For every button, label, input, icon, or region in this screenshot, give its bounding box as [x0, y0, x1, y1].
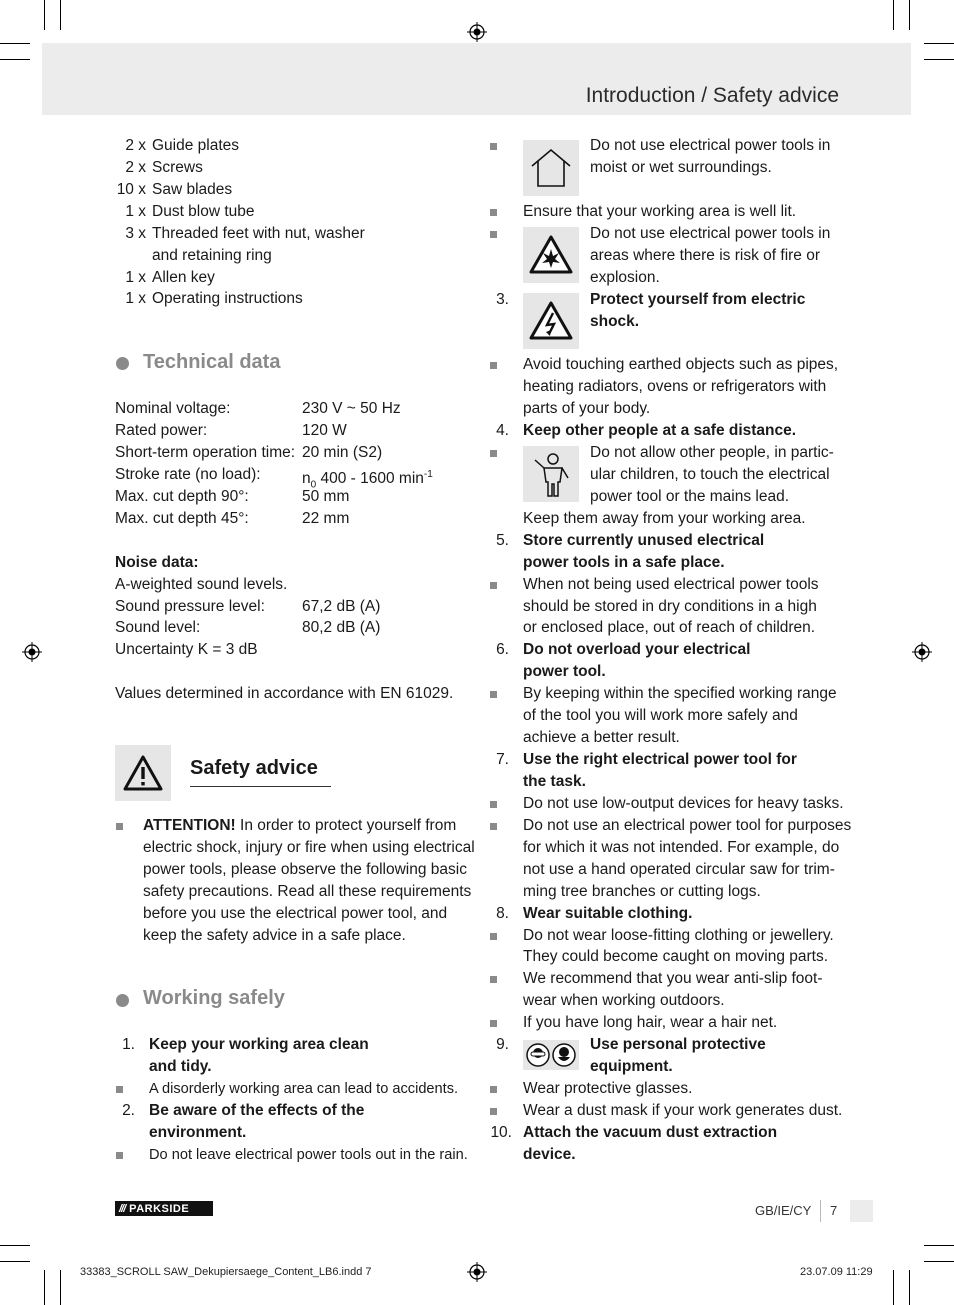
- explosion-icon-box: [523, 227, 579, 283]
- list-item: Guide plates: [152, 137, 240, 154]
- crop-mark: [893, 1270, 894, 1305]
- working-safely-heading: Working safely: [143, 987, 285, 1009]
- list-bullet: [490, 143, 497, 150]
- crop-mark: [924, 43, 954, 44]
- list-qty: 10 x: [116, 181, 146, 198]
- list-qty: 2 x: [125, 159, 146, 176]
- list-bullet: [490, 1108, 497, 1115]
- list-bullet: [490, 209, 497, 216]
- rule-text: When not being used electrical power tools: [523, 576, 819, 593]
- spec-label: Sound level:: [115, 619, 201, 636]
- rule-text: should be stored in dry conditions in a high: [523, 598, 817, 615]
- house-icon-box: [523, 140, 579, 196]
- rule-text: areas where there is risk of fire or: [590, 247, 821, 264]
- house-icon: [529, 146, 573, 190]
- spec-value-sub: 0: [310, 479, 317, 491]
- spec-label: Max. cut depth 90°:: [115, 488, 249, 505]
- list-bullet: [490, 1020, 497, 1027]
- ppe-icon-box: [523, 1040, 579, 1070]
- footer-divider: [820, 1200, 821, 1222]
- crop-mark: [60, 0, 61, 30]
- rule-text: Do not use an electrical power tool for purposes: [523, 817, 852, 834]
- list-bullet: [490, 1086, 497, 1093]
- attention-text: power tools, please observe the following basic: [143, 861, 467, 878]
- rule-text: ular children, to touch the electrical: [590, 466, 830, 483]
- rule-heading: environment.: [149, 1124, 247, 1141]
- rule-heading: device.: [523, 1146, 576, 1163]
- item-number: 3.: [496, 291, 509, 308]
- safety-advice-heading: Safety advice: [190, 757, 318, 779]
- children-icon-box: [523, 446, 579, 502]
- attention-text: before you use the electrical power tool, and: [143, 905, 448, 922]
- spec-value: 230 V ~ 50 Hz: [302, 400, 401, 417]
- warning-triangle-icon: [122, 754, 164, 792]
- child-icon: [529, 450, 573, 498]
- list-qty: 1 x: [125, 290, 146, 307]
- footer-date: 23.07.09 11:29: [800, 1266, 873, 1278]
- item-number: 2.: [122, 1102, 135, 1119]
- item-number: 6.: [496, 641, 509, 658]
- item-number: 8.: [496, 905, 509, 922]
- rule-heading: Store currently unused electrical: [523, 532, 765, 549]
- rule-heading: and tidy.: [149, 1058, 212, 1075]
- rule-text: heating radiators, ovens or refrigerators with: [523, 378, 827, 395]
- page-title: Introduction / Safety advice: [585, 84, 839, 107]
- spec-value: 50 mm: [302, 488, 350, 505]
- goggles-icon: [526, 1043, 550, 1067]
- rule-text: for which it was not intended. For example, do: [523, 839, 840, 856]
- list-item: Operating instructions: [152, 290, 303, 307]
- rule-heading: power tool.: [523, 663, 606, 680]
- shock-icon-box: [523, 293, 579, 349]
- spec-value: 20 min (S2): [302, 444, 383, 461]
- registration-mark-icon: [912, 642, 932, 662]
- list-item: Threaded feet with nut, washer: [152, 225, 365, 242]
- crop-mark: [0, 1245, 30, 1246]
- item-number: 5.: [496, 532, 509, 549]
- section-bullet: [116, 357, 129, 370]
- spec-label: Nominal voltage:: [115, 400, 231, 417]
- rule-heading: Do not overload your electrical: [523, 641, 751, 658]
- spec-value-pre: n: [302, 470, 311, 488]
- rule-heading: Keep other people at a safe distance.: [523, 422, 797, 439]
- registration-mark-icon: [467, 22, 487, 42]
- list-bullet: [490, 801, 497, 808]
- spec-value-main: 400 - 1600 min: [316, 470, 424, 488]
- rule-heading: the task.: [523, 773, 586, 790]
- list-item: Dust blow tube: [152, 203, 255, 220]
- rule-text: Do not allow other people, in partic-: [590, 444, 834, 461]
- rule-text: or enclosed place, out of reach of children.: [523, 619, 816, 636]
- item-number: 10.: [490, 1124, 512, 1141]
- footer-tab: [850, 1200, 873, 1222]
- rule-heading: Wear suitable clothing.: [523, 905, 693, 922]
- attention-text: electric shock, injury or fire when using electrical: [143, 839, 475, 856]
- crop-mark: [909, 0, 910, 30]
- spec-label: Short-term operation time:: [115, 444, 296, 461]
- item-number: 7.: [496, 751, 509, 768]
- list-item: Allen key: [152, 269, 215, 286]
- crop-mark: [893, 0, 894, 30]
- spec-value-sup: -1: [423, 469, 433, 480]
- rule-text: explosion.: [590, 269, 660, 286]
- spec-label: Max. cut depth 45°:: [115, 510, 249, 527]
- rule-heading: Use the right electrical power tool for: [523, 751, 797, 768]
- spec-value: 80,2 dB (A): [302, 619, 381, 636]
- crop-mark: [44, 0, 45, 30]
- explosion-warning-icon: [529, 235, 573, 275]
- list-bullet: [490, 582, 497, 589]
- list-bullet: [490, 976, 497, 983]
- list-bullet: [116, 1152, 123, 1159]
- rule-text: By keeping within the specified working range: [523, 685, 837, 702]
- list-bullet: [490, 823, 497, 830]
- crop-mark: [0, 1261, 30, 1262]
- warning-icon-box: [115, 745, 171, 801]
- spec-value: 120 W: [302, 422, 347, 439]
- rule-heading: shock.: [590, 313, 640, 330]
- rule-text: achieve a better result.: [523, 729, 680, 746]
- values-note: Values determined in accordance with EN 61029.: [115, 685, 454, 702]
- list-bullet: [490, 691, 497, 698]
- list-qty: 2 x: [125, 137, 146, 154]
- rule-text: We recommend that you wear anti-slip foot-: [523, 970, 823, 987]
- rule-text: A disorderly working area can lead to accidents.: [149, 1081, 459, 1097]
- rule-text: not use a hand operated circular saw for trim-: [523, 861, 835, 878]
- rule-text: Wear a dust mask if your work generates dust.: [523, 1102, 843, 1119]
- spec-label: Sound pressure level:: [115, 598, 265, 615]
- rule-heading: Keep your working area clean: [149, 1036, 369, 1053]
- rule-text: Ensure that your working area is well lit.: [523, 203, 797, 220]
- rule-text: power tool or the mains lead.: [590, 488, 790, 505]
- crop-mark: [0, 43, 30, 44]
- rule-text: ming tree branches or cutting logs.: [523, 883, 761, 900]
- crop-mark: [909, 1270, 910, 1305]
- attention-paragraph: [143, 815, 456, 837]
- list-qty: 1 x: [125, 203, 146, 220]
- rule-text: Do not use low-output devices for heavy tasks.: [523, 795, 844, 812]
- attention-label: ATTENTION!: [143, 817, 236, 834]
- rule-text: Keep them away from your working area.: [523, 510, 806, 527]
- rule-text: moist or wet surroundings.: [590, 159, 772, 176]
- attention-text: keep the safety advice in a safe place.: [143, 927, 406, 944]
- rule-heading: Use personal protective: [590, 1036, 766, 1053]
- rule-text: Do not use electrical power tools in: [590, 225, 831, 242]
- rule-text: They could become caught on moving parts.: [523, 948, 829, 965]
- list-item: Saw blades: [152, 181, 233, 198]
- brand-logo: [115, 1201, 213, 1216]
- list-item: and retaining ring: [152, 247, 272, 264]
- rule-text: If you have long hair, wear a hair net.: [523, 1014, 778, 1031]
- rule-text: Do not use electrical power tools in: [590, 137, 831, 154]
- page-number: 7: [830, 1203, 838, 1218]
- crop-mark: [44, 1270, 45, 1305]
- spec-label: Rated power:: [115, 422, 208, 439]
- footer-filename: 33383_SCROLL SAW_Dekupiersaege_Content_LB6.indd 7: [80, 1266, 372, 1278]
- section-bullet: [116, 994, 129, 1007]
- rule-text: Do not leave electrical power tools out in the rain.: [149, 1147, 468, 1163]
- list-bullet: [490, 450, 497, 457]
- uncertainty: Uncertainty K = 3 dB: [115, 641, 258, 658]
- list-qty: 1 x: [125, 269, 146, 286]
- crop-mark: [924, 1261, 954, 1262]
- rule-text: parts of your body.: [523, 400, 651, 417]
- spec-value: 67,2 dB (A): [302, 598, 381, 615]
- dust-mask-icon: [552, 1043, 576, 1067]
- registration-mark-icon: [22, 642, 42, 662]
- crop-mark: [924, 59, 954, 60]
- list-item: Screws: [152, 159, 203, 176]
- rule-heading: power tools in a safe place.: [523, 554, 725, 571]
- list-bullet: [116, 823, 123, 830]
- rule-text: wear when working outdoors.: [523, 992, 725, 1009]
- rule-text: Avoid touching earthed objects such as pipes,: [523, 356, 839, 373]
- spec-label: Stroke rate (no load):: [115, 466, 261, 483]
- noise-intro: A-weighted sound levels.: [115, 576, 288, 593]
- rule-text: Wear protective glasses.: [523, 1080, 693, 1097]
- crop-mark: [60, 1270, 61, 1305]
- item-number: 4.: [496, 422, 509, 439]
- rule-heading: equipment.: [590, 1058, 673, 1075]
- rule-heading: Protect yourself from electric: [590, 291, 806, 308]
- list-bullet: [490, 362, 497, 369]
- noise-heading: Noise data:: [115, 554, 199, 571]
- list-qty: 3 x: [125, 225, 146, 242]
- registration-mark-icon: [467, 1262, 487, 1282]
- list-bullet: [490, 933, 497, 940]
- crop-mark: [924, 1245, 954, 1246]
- brand-name: PARKSIDE: [129, 1202, 190, 1215]
- attention-text: In order to protect yourself from: [235, 817, 457, 834]
- list-bullet: [116, 1086, 123, 1093]
- heading-underline: [190, 786, 331, 787]
- technical-data-heading: Technical data: [143, 351, 281, 373]
- rule-text: Do not wear loose-fitting clothing or jewellery.: [523, 927, 834, 944]
- spec-value: 22 mm: [302, 510, 350, 527]
- item-number: 9.: [496, 1036, 509, 1053]
- brand-stripes-icon: ///: [119, 1202, 126, 1215]
- list-bullet: [490, 231, 497, 238]
- footer-region: GB/IE/CY: [755, 1203, 812, 1218]
- electric-shock-icon: [529, 301, 573, 341]
- rule-heading: Attach the vacuum dust extraction: [523, 1124, 778, 1141]
- rule-text: of the tool you will work more safely and: [523, 707, 798, 724]
- item-number: 1.: [122, 1036, 135, 1053]
- rule-heading: Be aware of the effects of the: [149, 1102, 365, 1119]
- attention-text: safety precautions. Read all these requirements: [143, 883, 472, 900]
- crop-mark: [0, 59, 30, 60]
